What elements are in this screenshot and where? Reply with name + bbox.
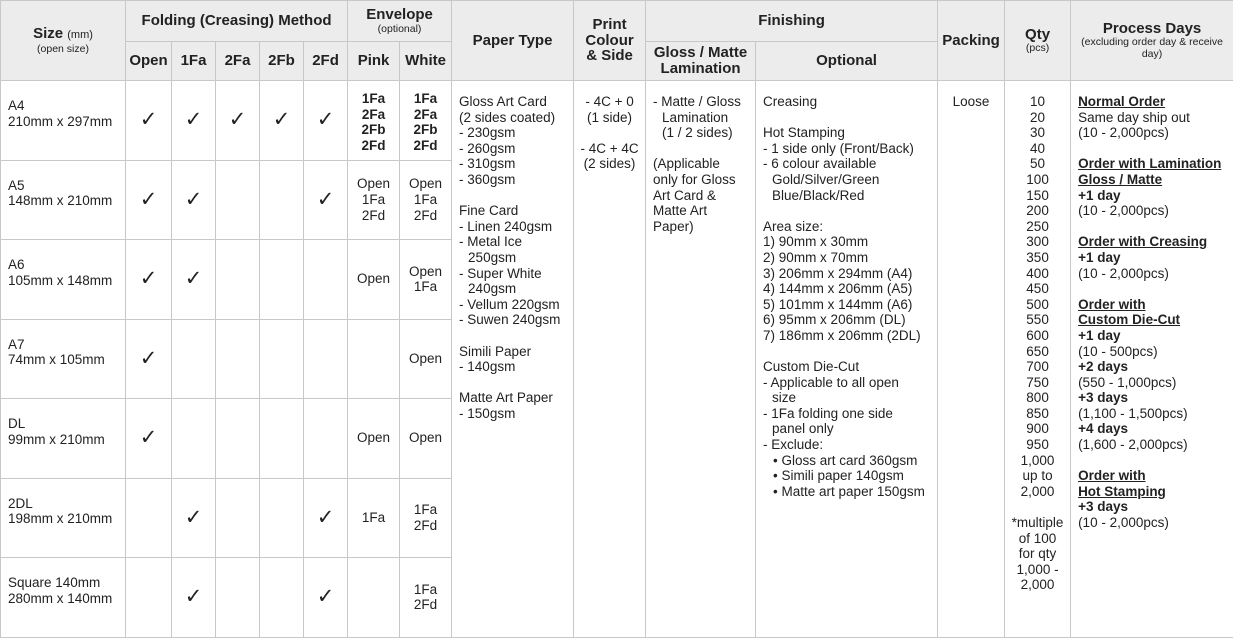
- fold-cell: [304, 240, 348, 320]
- check-icon: ✓: [139, 426, 158, 450]
- process-line: +2 days: [1078, 359, 1128, 375]
- process-line: +3 days: [1078, 390, 1128, 406]
- lamination-line: Paper): [653, 218, 694, 234]
- size-cell: [1, 81, 126, 161]
- envelope-white-cell: [400, 81, 452, 161]
- qty-value: 200: [1026, 203, 1049, 219]
- envelope-white-cell: [400, 399, 452, 479]
- process-line: Order with Lamination: [1078, 156, 1222, 172]
- qty-cell: [1005, 81, 1071, 638]
- process-line: Order with Creasing: [1078, 234, 1208, 250]
- check-icon: ✓: [316, 585, 335, 609]
- envelope-pink-cell: [348, 319, 400, 399]
- fold-cell: [172, 558, 216, 638]
- size-name: A4: [8, 98, 25, 113]
- qty-value: 2,000: [1020, 483, 1055, 499]
- optional-line: - Applicable to all open: [763, 374, 899, 390]
- check-icon: ✓: [139, 108, 158, 132]
- size-name: 2DL: [8, 495, 33, 511]
- print-side-line: (1 side): [587, 109, 633, 125]
- qty-value: 150: [1026, 187, 1049, 203]
- qty-value: 800: [1026, 390, 1049, 406]
- paper-type-line: - Super White: [459, 265, 542, 281]
- header-fold-1fa: 1Fa: [172, 42, 216, 81]
- optional-line: - 1Fa folding one side: [763, 405, 893, 421]
- size-dimensions: 74mm x 105mm: [8, 352, 105, 368]
- process-line: (10 - 2,000pcs): [1078, 265, 1169, 281]
- size-dimensions: 198mm x 210mm: [8, 511, 113, 527]
- envelope-fold-option: 1Fa: [413, 91, 438, 106]
- qty-value: *multiple: [1011, 515, 1064, 531]
- envelope-fold-option: Open: [357, 271, 391, 287]
- qty-value: 300: [1026, 234, 1049, 250]
- lamination-line: only for Gloss: [653, 171, 736, 187]
- envelope-fold-option: 1Fa: [413, 502, 438, 518]
- process-line: (550 - 1,000pcs): [1078, 374, 1177, 390]
- check-icon: ✓: [184, 108, 203, 132]
- optional-line: Hot Stamping: [763, 125, 845, 141]
- fold-cell: [260, 478, 304, 558]
- print-side-line: - 4C + 0: [585, 94, 634, 109]
- envelope-white-cell: [400, 240, 452, 320]
- header-fold-2fd: 2Fd: [304, 42, 348, 81]
- envelope-pink-cell: [348, 160, 400, 240]
- fold-cell: [126, 160, 172, 240]
- envelope-fold-option: Open: [357, 176, 391, 192]
- qty-value: 550: [1026, 312, 1049, 328]
- qty-value: 1,000 -: [1016, 561, 1059, 577]
- qty-value: 20: [1030, 109, 1046, 125]
- header-fold-open: Open: [126, 42, 172, 81]
- header-envelope: Envelope (optional): [348, 1, 452, 42]
- qty-value: 350: [1026, 249, 1049, 265]
- paper-type-line: - 260gsm: [459, 140, 516, 156]
- fold-cell: [260, 160, 304, 240]
- process-line: Gloss / Matte: [1078, 171, 1163, 187]
- lamination-line: Matte Art: [653, 203, 708, 219]
- header-envelope-pink: Pink: [348, 42, 400, 81]
- qty-value: 40: [1030, 140, 1046, 156]
- qty-value: 400: [1026, 265, 1049, 281]
- fold-cell: [304, 81, 348, 161]
- envelope-fold-option: 2Fd: [413, 517, 438, 533]
- qty-value: 50: [1030, 156, 1046, 172]
- qty-value: 750: [1026, 374, 1049, 390]
- envelope-fold-option: Open: [409, 176, 443, 192]
- optional-line: - 1 side only (Front/Back): [763, 140, 914, 156]
- envelope-pink-cell: [348, 240, 400, 320]
- process-line: (1,600 - 2,000pcs): [1078, 437, 1188, 453]
- lamination-line: (Applicable: [653, 156, 720, 172]
- header-fold-2fb: 2Fb: [260, 42, 304, 81]
- process-line: +3 days: [1078, 499, 1128, 515]
- process-line: (1,100 - 1,500pcs): [1078, 405, 1188, 421]
- optional-line: • Matte art paper 150gsm: [773, 483, 925, 499]
- header-size: Size (mm) (open size): [1, 1, 126, 81]
- envelope-fold-option: 1Fa: [413, 279, 438, 295]
- header-gloss-lamination: Gloss / Matte Lamination: [646, 42, 756, 81]
- table-body: [1, 81, 1233, 638]
- optional-line: • Gloss art card 360gsm: [773, 452, 918, 468]
- lamination-line: Lamination: [662, 109, 729, 125]
- header-paper-type: Paper Type: [452, 1, 574, 81]
- envelope-fold-option: Open: [409, 430, 443, 446]
- optional-line: 1) 90mm x 30mm: [763, 234, 869, 250]
- envelope-pink-cell: [348, 399, 400, 479]
- check-icon: ✓: [316, 187, 335, 211]
- process-line: Custom Die-Cut: [1078, 312, 1181, 328]
- envelope-fold-option: 1Fa: [413, 191, 438, 207]
- qty-value: for qty: [1018, 546, 1057, 562]
- fold-cell: [260, 558, 304, 638]
- fold-cell: [216, 319, 260, 399]
- envelope-white-cell: [400, 558, 452, 638]
- check-icon: ✓: [139, 267, 158, 291]
- fold-cell: [126, 478, 172, 558]
- process-line: (10 - 2,000pcs): [1078, 515, 1169, 531]
- qty-value: 30: [1030, 125, 1046, 141]
- size-dimensions: 280mm x 140mm: [8, 590, 113, 606]
- process-line: +1 day: [1078, 327, 1121, 343]
- envelope-white-cell: [400, 160, 452, 240]
- fold-cell: [304, 160, 348, 240]
- paper-type-line: (2 sides coated): [459, 109, 556, 125]
- optional-line: panel only: [772, 421, 834, 437]
- fold-cell: [304, 558, 348, 638]
- envelope-fold-option: 2Fb: [361, 122, 386, 138]
- optional-line: 5) 101mm x 144mm (A6): [763, 296, 913, 312]
- size-dimensions: 210mm x 297mm: [8, 113, 113, 129]
- print-side-line: (2 sides): [583, 156, 636, 172]
- optional-line: - 6 colour available: [763, 156, 877, 172]
- fold-cell: [172, 399, 216, 479]
- fold-cell: [126, 558, 172, 638]
- fold-cell: [126, 399, 172, 479]
- packing-value: Loose: [952, 94, 990, 109]
- fold-cell: [304, 399, 348, 479]
- fold-cell: [126, 81, 172, 161]
- check-icon: ✓: [184, 267, 203, 291]
- envelope-white-cell: [400, 319, 452, 399]
- check-icon: ✓: [184, 505, 203, 529]
- qty-value: of 100: [1018, 530, 1057, 546]
- size-dimensions: 99mm x 210mm: [8, 431, 105, 447]
- process-line: (10 - 500pcs): [1078, 343, 1158, 359]
- process-days-cell: [1071, 81, 1233, 638]
- paper-type-line: Fine Card: [459, 203, 519, 219]
- paper-type-line: 250gsm: [468, 249, 517, 265]
- envelope-fold-option: 2Fb: [413, 122, 438, 138]
- size-dimensions: 148mm x 210mm: [8, 193, 113, 209]
- check-icon: ✓: [316, 505, 335, 529]
- envelope-fold-option: 2Fa: [361, 106, 386, 122]
- envelope-fold-option: 2Fa: [413, 106, 438, 122]
- fold-cell: [172, 319, 216, 399]
- size-name: A6: [8, 257, 25, 272]
- envelope-fold-option: 2Fd: [361, 137, 386, 153]
- envelope-fold-option: 1Fa: [413, 581, 438, 597]
- fold-cell: [172, 478, 216, 558]
- envelope-fold-option: 1Fa: [361, 509, 386, 525]
- paper-type-line: Simili Paper: [459, 343, 532, 359]
- qty-value: 250: [1026, 218, 1049, 234]
- process-line: Order with: [1078, 296, 1146, 312]
- size-name: A7: [8, 336, 25, 352]
- process-line: +1 day: [1078, 187, 1121, 203]
- optional-line: Custom Die-Cut: [763, 359, 860, 375]
- size-cell: [1, 399, 126, 479]
- envelope-fold-option: 1Fa: [361, 91, 386, 106]
- fold-cell: [172, 160, 216, 240]
- check-icon: ✓: [228, 108, 247, 132]
- packing-cell: [938, 81, 1005, 638]
- qty-value: 100: [1026, 171, 1049, 187]
- paper-type-line: - 140gsm: [459, 359, 516, 375]
- process-line: Normal Order: [1078, 94, 1166, 109]
- header-optional: Optional: [756, 42, 938, 81]
- envelope-pink-cell: [348, 558, 400, 638]
- qty-value: 600: [1026, 327, 1049, 343]
- optional-cell: [756, 81, 938, 638]
- lamination-line: Art Card &: [653, 187, 717, 203]
- fold-cell: [172, 240, 216, 320]
- check-icon: ✓: [316, 108, 335, 132]
- paper-type-line: - 310gsm: [459, 156, 516, 172]
- optional-line: 6) 95mm x 206mm (DL): [763, 312, 906, 328]
- fold-cell: [216, 160, 260, 240]
- check-icon: ✓: [184, 585, 203, 609]
- qty-value: 10: [1030, 94, 1046, 109]
- envelope-fold-option: 2Fd: [361, 207, 386, 223]
- optional-line: 3) 206mm x 294mm (A4): [763, 265, 913, 281]
- optional-line: 7) 186mm x 206mm (2DL): [763, 327, 921, 343]
- qty-value: 450: [1026, 281, 1049, 297]
- fold-cell: [304, 478, 348, 558]
- optional-line: - Exclude:: [763, 437, 824, 453]
- process-line: Same day ship out: [1078, 109, 1190, 125]
- qty-value: 700: [1026, 359, 1049, 375]
- size-name: A5: [8, 177, 25, 193]
- optional-line: 4) 144mm x 206mm (A5): [763, 281, 913, 297]
- check-icon: ✓: [139, 187, 158, 211]
- paper-type-line: - 150gsm: [459, 405, 516, 421]
- paper-type-line: - 360gsm: [459, 171, 516, 187]
- qty-value: 950: [1026, 437, 1049, 453]
- check-icon: ✓: [272, 108, 291, 132]
- size-name: Square 140mm: [8, 575, 101, 590]
- optional-line: • Simili paper 140gsm: [773, 468, 904, 484]
- fold-cell: [126, 240, 172, 320]
- paper-type-line: - 230gsm: [459, 125, 516, 141]
- process-line: Hot Stamping: [1078, 483, 1166, 499]
- optional-line: Blue/Black/Red: [772, 187, 865, 203]
- header-process-days: Process Days (excluding order day & receive day): [1071, 1, 1233, 81]
- size-cell: [1, 478, 126, 558]
- qty-value: up to: [1022, 468, 1053, 484]
- header-finishing: Finishing: [646, 1, 938, 42]
- size-cell: [1, 240, 126, 320]
- envelope-fold-option: 1Fa: [361, 191, 386, 207]
- envelope-fold-option: 2Fd: [413, 597, 438, 613]
- header-folding: Folding (Creasing) Method: [126, 1, 348, 42]
- optional-line: Creasing: [763, 94, 818, 109]
- paper-type-line: 240gsm: [468, 281, 517, 297]
- envelope-pink-cell: [348, 478, 400, 558]
- paper-type-line: - Suwen 240gsm: [459, 312, 561, 328]
- fold-cell: [216, 81, 260, 161]
- qty-value: 500: [1026, 296, 1049, 312]
- fold-cell: [216, 558, 260, 638]
- qty-value: 2,000: [1020, 577, 1055, 593]
- process-line: +1 day: [1078, 249, 1121, 265]
- lamination-cell: [646, 81, 756, 638]
- paper-type-line: - Vellum 220gsm: [459, 296, 560, 312]
- fold-cell: [304, 319, 348, 399]
- fold-cell: [260, 399, 304, 479]
- lamination-line: (1 / 2 sides): [662, 125, 733, 141]
- paper-type-line: - Linen 240gsm: [459, 218, 553, 234]
- table-row: [1, 81, 1233, 161]
- check-icon: ✓: [184, 187, 203, 211]
- fold-cell: [216, 478, 260, 558]
- fold-cell: [216, 240, 260, 320]
- optional-line: size: [772, 390, 797, 406]
- qty-value: 850: [1026, 405, 1049, 421]
- process-line: (10 - 2,000pcs): [1078, 203, 1169, 219]
- paper-type-line: Matte Art Paper: [459, 390, 553, 406]
- size-cell: [1, 558, 126, 638]
- size-cell: [1, 319, 126, 399]
- fold-cell: [260, 240, 304, 320]
- size-dimensions: 105mm x 148mm: [8, 272, 113, 288]
- process-line: +4 days: [1078, 421, 1128, 437]
- envelope-pink-cell: [348, 81, 400, 161]
- lamination-line: - Matte / Gloss: [653, 94, 741, 109]
- size-cell: [1, 160, 126, 240]
- header-packing: Packing: [938, 1, 1005, 81]
- size-name: DL: [8, 416, 26, 431]
- process-line: (10 - 2,000pcs): [1078, 125, 1169, 141]
- header-fold-2fa: 2Fa: [216, 42, 260, 81]
- header-qty: Qty (pcs): [1005, 1, 1071, 81]
- envelope-fold-option: 2Fd: [413, 207, 438, 223]
- fold-cell: [260, 81, 304, 161]
- envelope-white-cell: [400, 478, 452, 558]
- process-line: Order with: [1078, 468, 1146, 484]
- envelope-fold-option: Open: [409, 263, 443, 279]
- print-side-cell: [574, 81, 646, 638]
- envelope-fold-option: Open: [357, 430, 391, 446]
- fold-cell: [260, 319, 304, 399]
- fold-cell: [172, 81, 216, 161]
- envelope-fold-option: Open: [409, 350, 443, 366]
- print-side-line: - 4C + 4C: [580, 140, 639, 156]
- paper-type-line: - Metal Ice: [459, 234, 523, 250]
- optional-line: 2) 90mm x 70mm: [763, 249, 869, 265]
- fold-cell: [216, 399, 260, 479]
- qty-value: 1,000: [1020, 452, 1055, 468]
- header-envelope-white: White: [400, 42, 452, 81]
- paper-type-cell: [452, 81, 574, 638]
- paper-type-line: Gloss Art Card: [459, 94, 547, 109]
- optional-line: Area size:: [763, 218, 824, 234]
- header-print: Print Colour & Side: [574, 1, 646, 81]
- check-icon: ✓: [139, 346, 158, 370]
- fold-cell: [126, 319, 172, 399]
- envelope-fold-option: 2Fd: [413, 137, 438, 153]
- qty-value: 900: [1026, 421, 1049, 437]
- qty-value: 650: [1026, 343, 1049, 359]
- optional-line: Gold/Silver/Green: [772, 171, 880, 187]
